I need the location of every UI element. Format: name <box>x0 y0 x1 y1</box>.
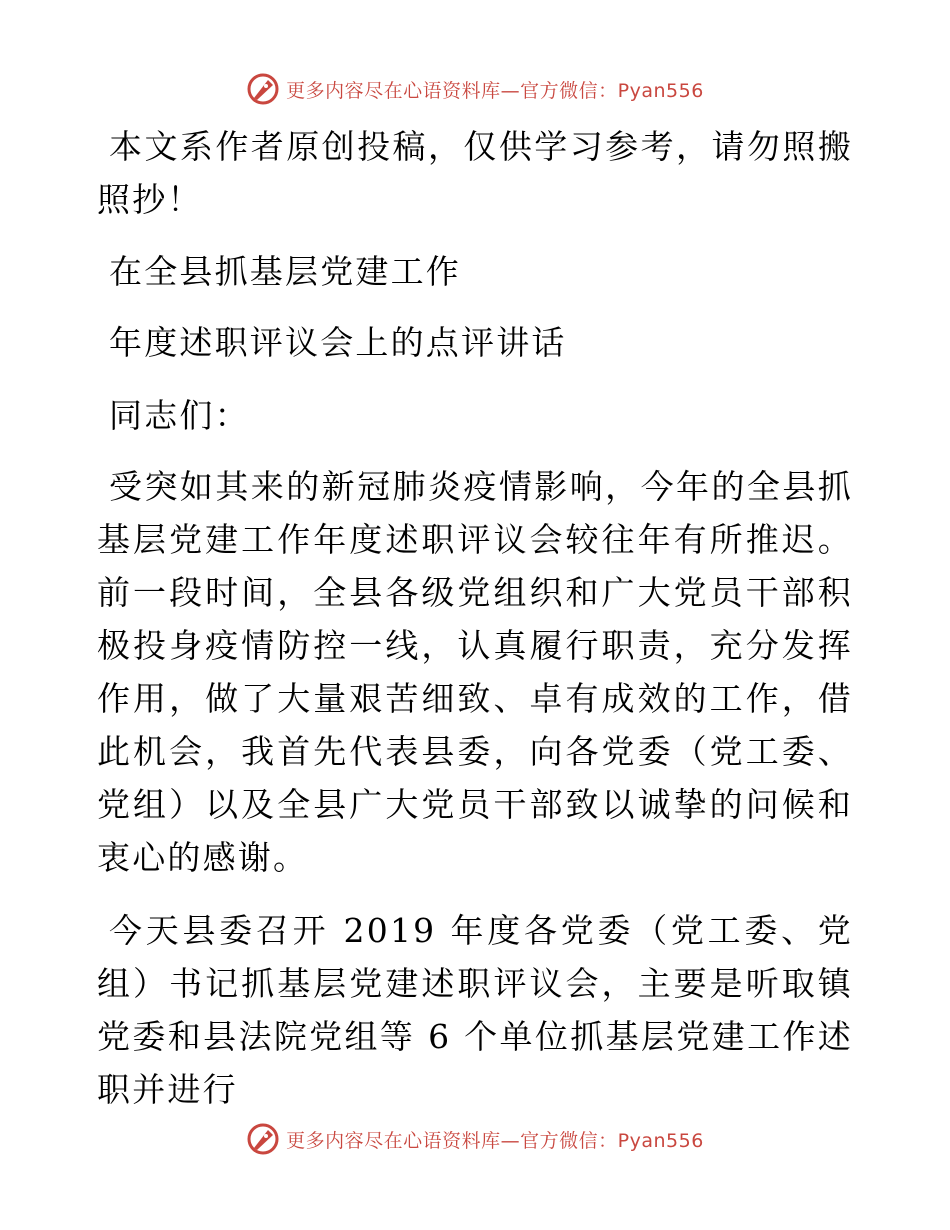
salutation: 同志们： <box>109 396 250 435</box>
body-paragraph-2: 今天县委召开 2019 年度各党委（党工委、党组）书记抓基层党建述职评议会，主要是听取镇党委和县法院党组等 6 个单位抓基层党建工作述职并进行 <box>97 911 853 1109</box>
document-body <box>97 120 853 1116</box>
title-line-1: 在全县抓基层党建工作 <box>109 252 461 291</box>
copyright-notice: 本文系作者原创投稿，仅供学习参考，请勿照搬照抄！ <box>97 127 853 219</box>
title-line-2: 年度述职评议会上的点评讲话 <box>109 323 567 362</box>
watermark-text: 更多内容尽在心语资料库—官方微信：Pyan556 <box>286 79 704 102</box>
body-paragraph-1: 受突如其来的新冠肺炎疫情影响，今年的全县抓基层党建工作年度述职评议会较往年有所推迟。前一段时间，全县各级党组织和广大党员干部积极投身疫情防控一线，认真履行职责，充分发挥作用，做了大量艰苦细致、卓有成效的工作，借此机会，我首先代表县委，向各党委（党工委、党组）以及全县广大党员干部致以诚挚的问候和衷心的感谢。 <box>97 467 853 877</box>
pen-nib-logo-icon <box>246 72 280 106</box>
watermark-text: 更多内容尽在心语资料库—官方微信：Pyan556 <box>286 1129 704 1152</box>
pen-nib-logo-icon <box>246 1122 280 1156</box>
watermark-header <box>0 72 950 106</box>
watermark-footer <box>0 1122 950 1156</box>
